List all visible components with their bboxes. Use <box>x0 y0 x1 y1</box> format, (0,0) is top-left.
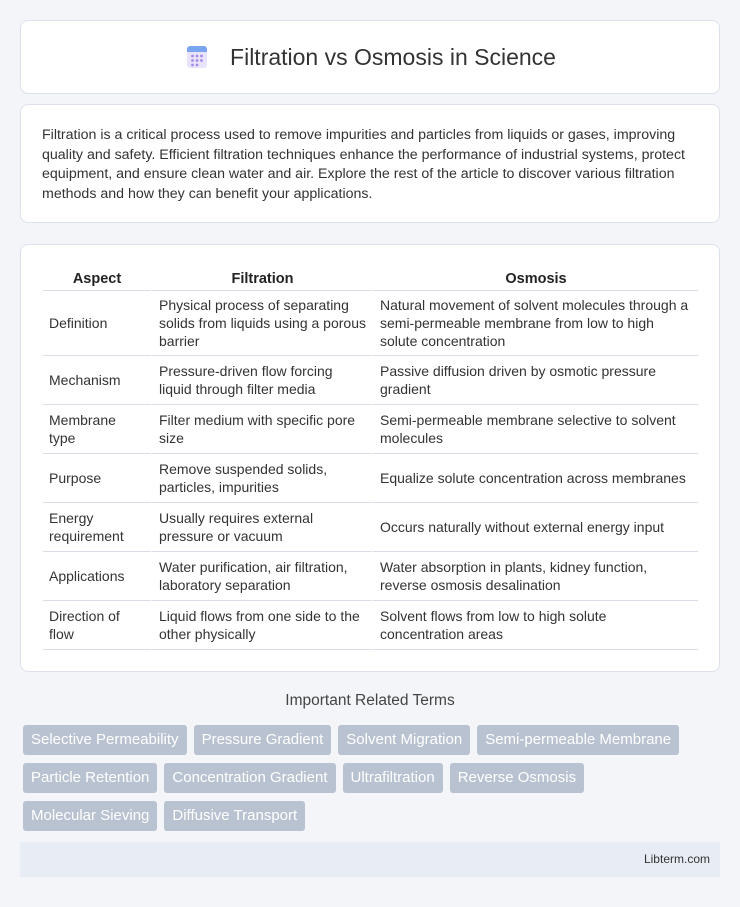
table-row <box>43 291 698 356</box>
table-header-row <box>43 265 698 291</box>
related-terms-title: Important Related Terms <box>285 692 455 709</box>
table-cell-osmosis: Equalize solute concentration across membranes <box>372 454 698 503</box>
tag-ultrafiltration[interactable]: Ultrafiltration <box>343 763 443 793</box>
table-cell-aspect: Membrane type <box>43 405 151 454</box>
tag-selective-permeability[interactable]: Selective Permeability <box>23 725 187 755</box>
table-cell-filtration: Water purification, air filtration, laboratory separation <box>151 552 372 601</box>
table-row <box>43 601 698 650</box>
tag-solvent-migration[interactable]: Solvent Migration <box>338 725 470 755</box>
footer <box>20 842 720 877</box>
column-header-aspect: Aspect <box>43 265 151 291</box>
tag-molecular-sieving[interactable]: Molecular Sieving <box>23 801 157 831</box>
intro-card <box>20 104 720 223</box>
tag-reverse-osmosis[interactable]: Reverse Osmosis <box>450 763 584 793</box>
table-row <box>43 552 698 601</box>
table-cell-filtration: Remove suspended solids, particles, impurities <box>151 454 372 503</box>
table-cell-aspect: Mechanism <box>43 356 151 405</box>
table-cell-osmosis: Water absorption in plants, kidney function, reverse osmosis desalination <box>372 552 698 601</box>
table-row <box>43 356 698 405</box>
table-cell-filtration: Usually requires external pressure or vacuum <box>151 503 372 552</box>
tag-semi-permeable-membrane[interactable]: Semi-permeable Membrane <box>477 725 679 755</box>
table-cell-osmosis: Solvent flows from low to high solute concentration areas <box>372 601 698 650</box>
table-cell-osmosis: Passive diffusion driven by osmotic pressure gradient <box>372 356 698 405</box>
table-row <box>43 454 698 503</box>
table-cell-filtration: Physical process of separating solids from liquids using a porous barrier <box>151 291 372 356</box>
table-cell-osmosis: Occurs naturally without external energy input <box>372 503 698 552</box>
table-cell-aspect: Definition <box>43 291 151 356</box>
table-cell-filtration: Filter medium with specific pore size <box>151 405 372 454</box>
footer-brand-link[interactable]: Libterm.com <box>643 852 710 866</box>
table-cell-filtration: Liquid flows from one side to the other physically <box>151 601 372 650</box>
column-header-osmosis: Osmosis <box>372 265 698 291</box>
table-cell-osmosis: Semi-permeable membrane selective to solvent molecules <box>372 405 698 454</box>
table-cell-aspect: Direction of flow <box>43 601 151 650</box>
tag-diffusive-transport[interactable]: Diffusive Transport <box>164 801 305 831</box>
tag-pressure-gradient[interactable]: Pressure Gradient <box>194 725 332 755</box>
tag-concentration-gradient[interactable]: Concentration Gradient <box>164 763 335 793</box>
table-cell-osmosis: Natural movement of solvent molecules through a semi-permeable membrane from low to high solute concentration <box>372 291 698 356</box>
table-cell-aspect: Purpose <box>43 454 151 503</box>
table-cell-filtration: Pressure-driven flow forcing liquid through filter media <box>151 356 372 405</box>
column-header-filtration: Filtration <box>151 265 372 291</box>
page-title: Filtration vs Osmosis in Science <box>230 43 556 70</box>
header-card <box>20 20 720 94</box>
table-cell-aspect: Energy requirement <box>43 503 151 552</box>
comparison-card <box>20 244 720 672</box>
table-row <box>43 405 698 454</box>
related-terms-list <box>23 725 723 831</box>
tag-particle-retention[interactable]: Particle Retention <box>23 763 157 793</box>
comparison-table <box>43 265 698 650</box>
table-row <box>43 503 698 552</box>
table-cell-aspect: Applications <box>43 552 151 601</box>
intro-paragraph: Filtration is a critical process used to remove impurities and particles from liquids or gases, improving quality and safety. Efficient filtration techniques enhance the performance of industrial systems, protect equipment, and ensure clean water and air. Explore the rest of the article to discover various filtration methods and how they can benefit your applications. <box>42 127 685 202</box>
document-grid-icon <box>184 44 210 70</box>
